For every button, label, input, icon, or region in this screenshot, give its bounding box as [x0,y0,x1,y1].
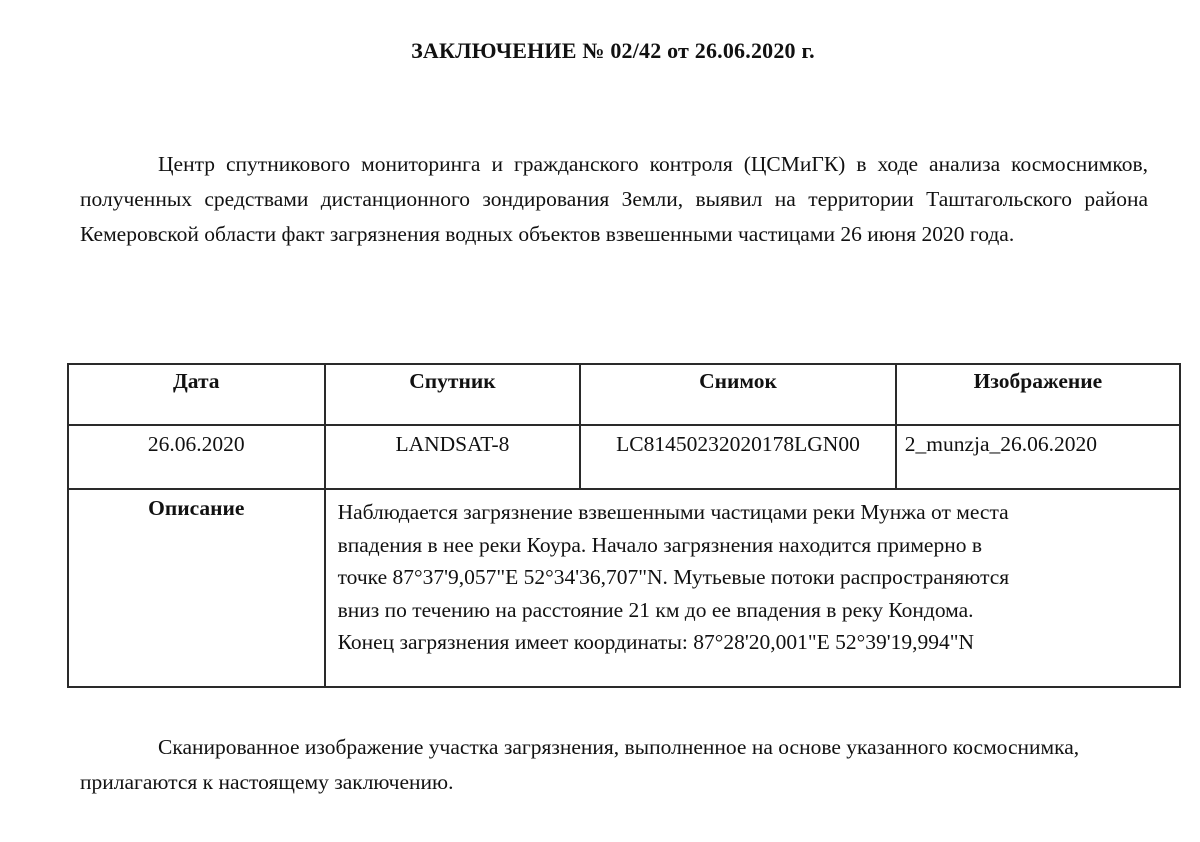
cell-snapshot: LC81450232020178LGN00 [580,425,895,489]
description-line: вниз по течению на расстояние 21 км до ее впадения в реку Кондома. [337,597,974,622]
cell-date: 26.06.2020 [68,425,325,489]
description-line: Наблюдается загрязнение взвешенными частицами реки Мунжа от места [337,500,1009,524]
conclusion-table [67,363,1181,688]
header-satellite: Спутник [325,364,581,425]
cell-satellite: LANDSAT-8 [325,425,581,489]
table-row [68,425,1180,489]
description-text [325,489,1180,687]
table-header-row [68,364,1180,425]
description-line: точке 87°37'9,057"E 52°34'36,707"N. Мутьевые потоки распространяются [337,565,1010,589]
header-date: Дата [68,364,325,425]
description-line: впадения в нее реки Коура. Начало загрязнения находится примерно в [337,532,983,557]
header-image: Изображение [896,364,1180,425]
description-label: Описание [68,489,325,687]
cell-image: 2_munzja_26.06.2020 [896,425,1180,489]
header-snapshot: Снимок [580,364,895,425]
description-line: Конец загрязнения имеет координаты: 87°28'20,001"E 52°39'19,994"N [337,630,975,654]
intro-paragraph: Центр спутникового мониторинга и гражданского контроля (ЦСМиГК) в ходе анализа космоснимков, полученных средствами дистанционного зондирования Земли, выявил на территории Таштагольского района Кемеровской области факт загрязнения водных объектов взвешенными частицами 26 июня 2020 года. [80,152,1148,246]
document-title: ЗАКЛЮЧЕНИЕ № 02/42 от 26.06.2020 г. [411,38,815,63]
description-row [68,489,1180,687]
closing-paragraph: Сканированное изображение участка загрязнения, выполненное на основе указанного космоснимка, прилагаются к настоящему заключению. [80,735,1080,794]
